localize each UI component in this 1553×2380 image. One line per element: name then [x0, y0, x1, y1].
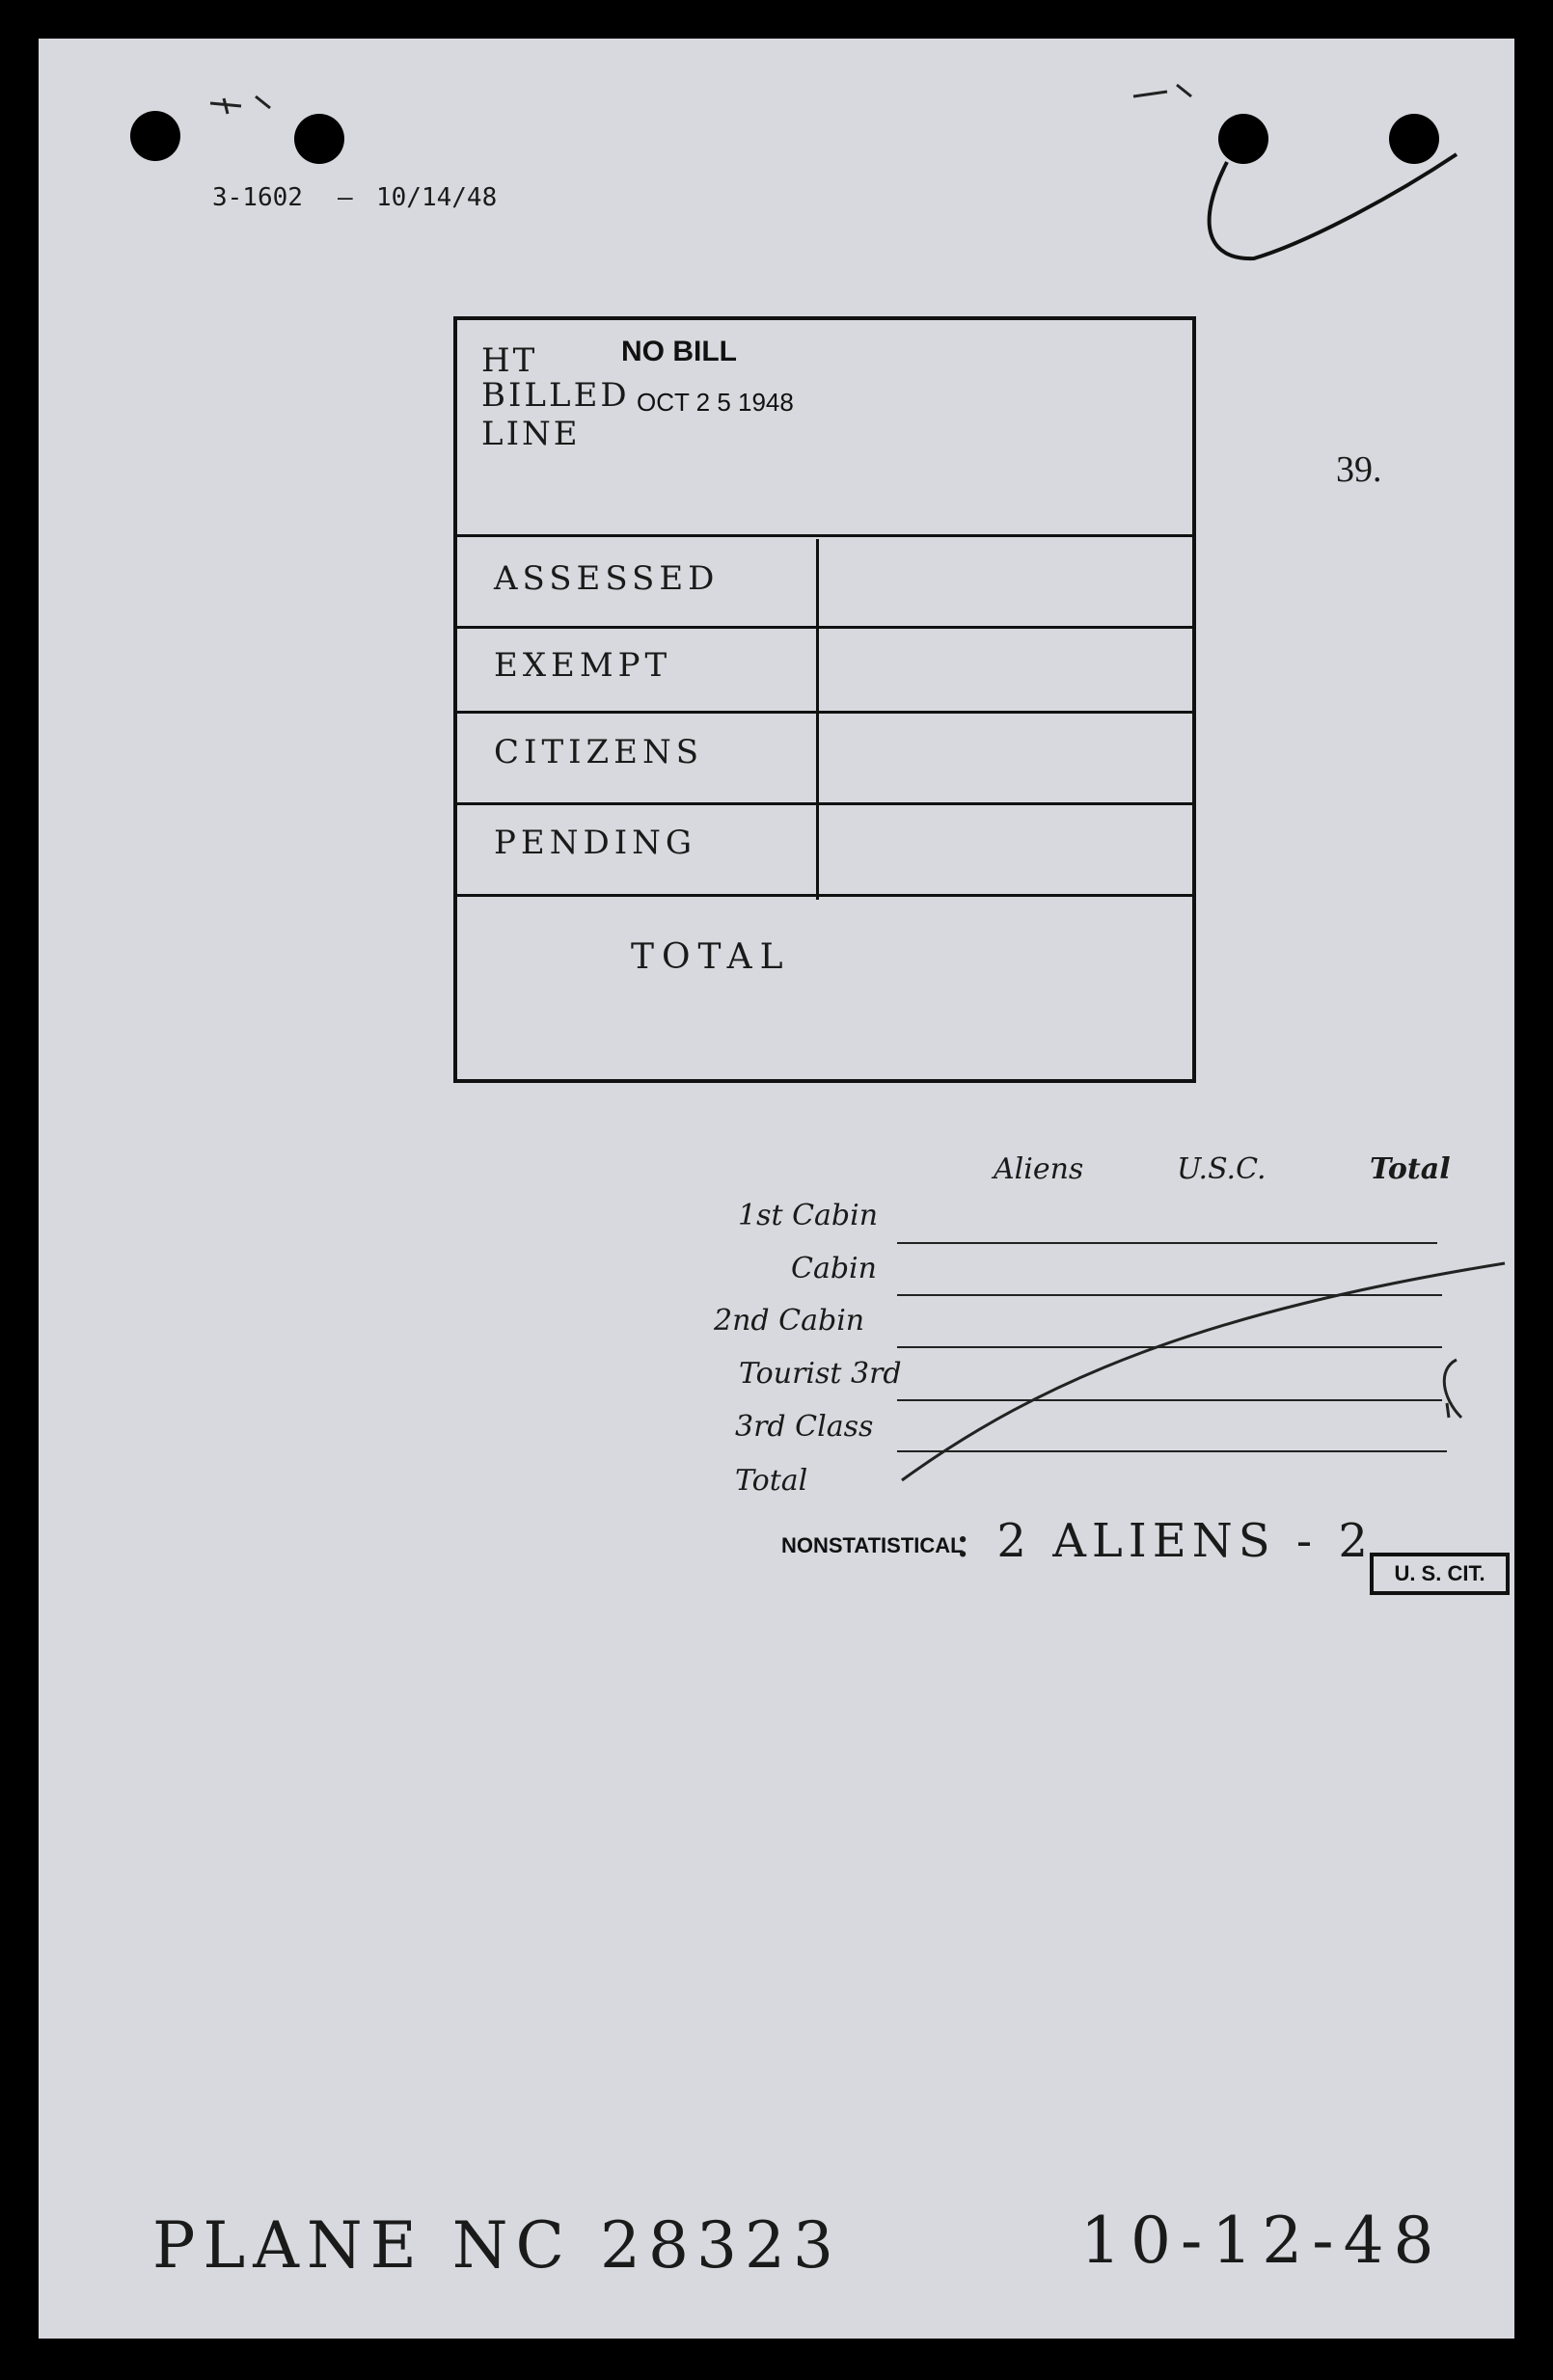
row-tourist-third: Tourist 3rd — [739, 1357, 902, 1391]
ht-label: HT — [481, 341, 538, 380]
billed-label: BILLED — [481, 376, 630, 415]
total-label: TOTAL — [631, 937, 791, 977]
row-third-class: 3rd Class — [735, 1410, 874, 1444]
checkmark-icon — [1210, 154, 1457, 258]
no-bill-stamp: NO BILL — [621, 336, 737, 367]
pending-label: PENDING — [494, 824, 697, 862]
scribble-mark — [1133, 85, 1191, 96]
plane-id: PLANE NC 28323 — [152, 2208, 841, 2283]
line-label: LINE — [481, 415, 581, 453]
exempt-label: EXEMPT — [494, 646, 672, 685]
col-aliens: Aliens — [994, 1152, 1084, 1186]
col-usc: U.S.C. — [1177, 1152, 1267, 1186]
row-cabin: Cabin — [791, 1252, 877, 1285]
col-total: Total — [1370, 1152, 1451, 1186]
handwritten-mark — [1444, 1360, 1461, 1418]
nonstatistical-label: NONSTATISTICAL — [781, 1533, 964, 1557]
date-stamp: OCT 2 5 1948 — [637, 388, 794, 417]
scribble-mark — [210, 96, 270, 114]
footer-date: 10-12-48 — [1080, 2204, 1444, 2278]
assessed-label: ASSESSED — [494, 559, 720, 598]
citizens-label: CITIZENS — [494, 733, 704, 771]
strikethrough-line — [902, 1263, 1505, 1480]
file-number: 3-1602 — [212, 183, 303, 212]
page-number: 39. — [1336, 449, 1382, 490]
row-first-cabin: 1st Cabin — [738, 1199, 879, 1232]
file-separator: — — [338, 183, 353, 212]
file-date: 10/14/48 — [376, 183, 498, 212]
us-citizen-box: U. S. CIT. — [1370, 1553, 1510, 1595]
nonstatistical-handwritten: : 2 ALIENS - 2 — [955, 1514, 1374, 1568]
row-total: Total — [735, 1464, 808, 1498]
row-second-cabin: 2nd Cabin — [714, 1304, 865, 1338]
